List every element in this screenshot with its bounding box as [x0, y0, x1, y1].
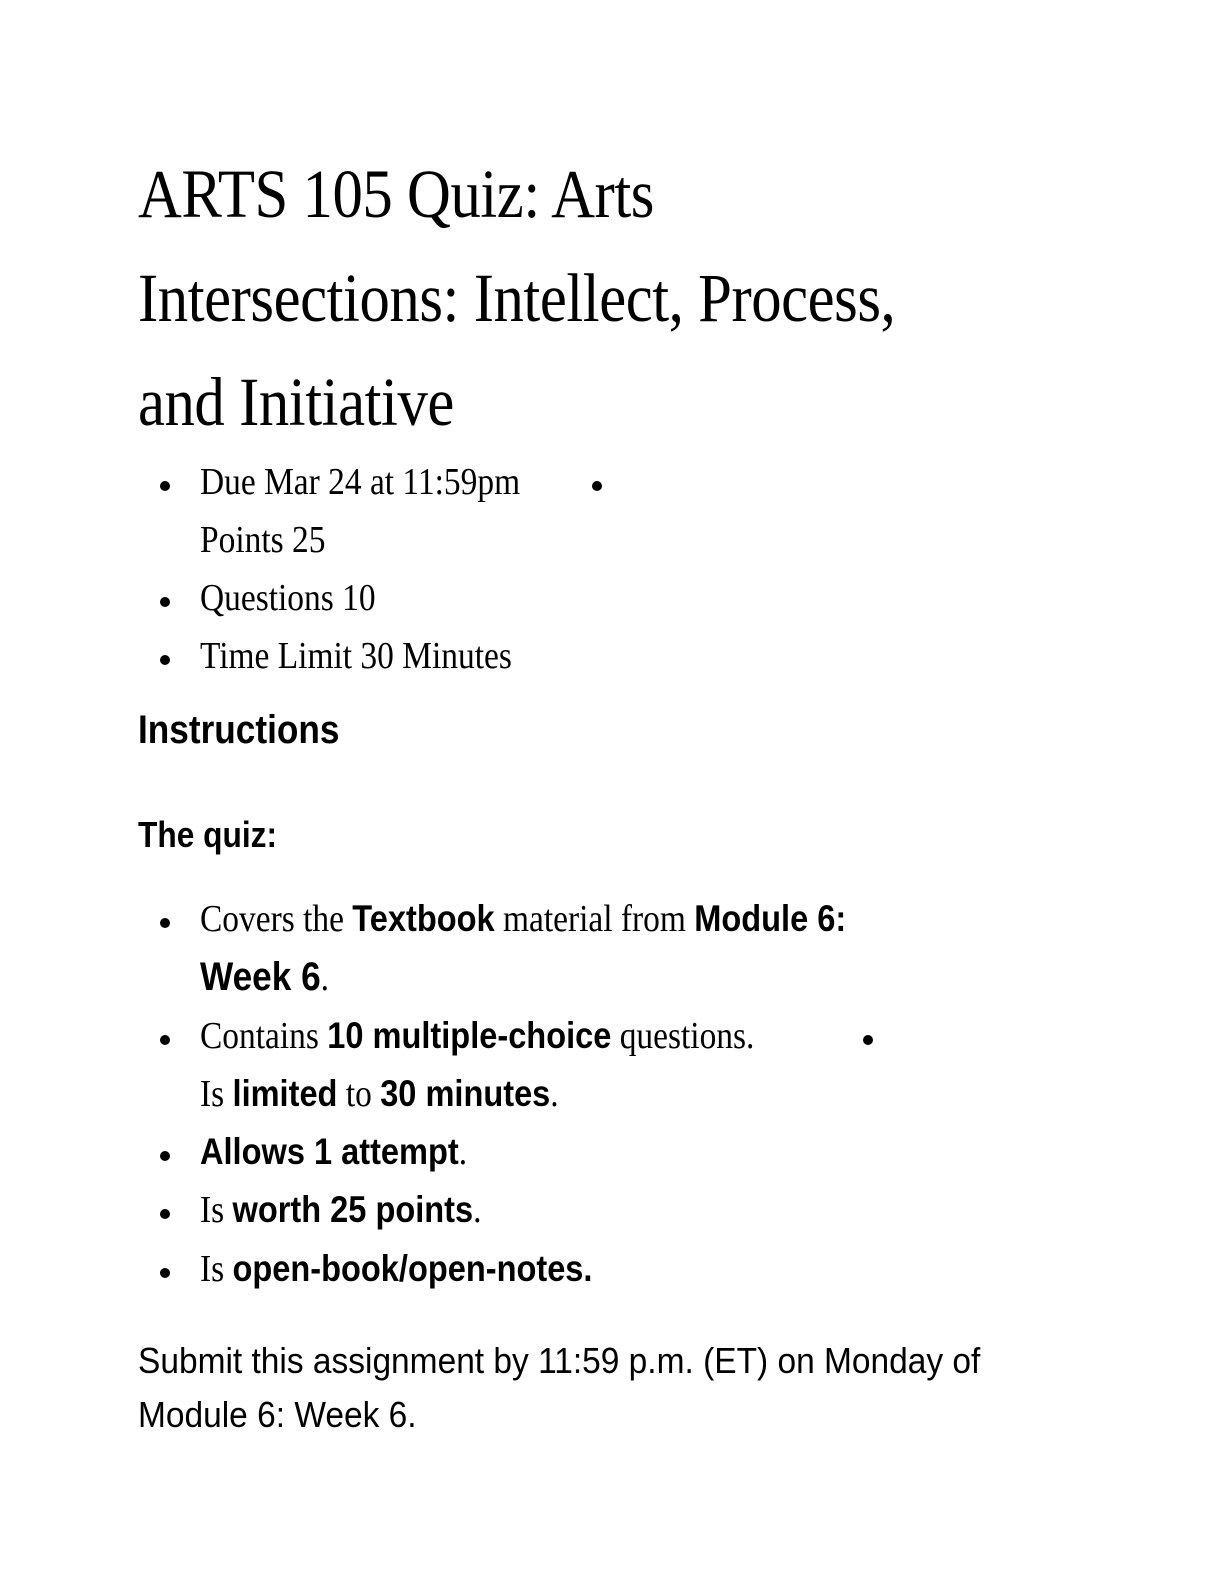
bullet-icon — [160, 918, 170, 928]
title-line-2: Intersections: Intellect, Process, — [138, 260, 896, 336]
submission-note — [138, 1334, 1068, 1442]
quiz-heading: The quiz: — [138, 814, 278, 855]
bullet-icon — [160, 597, 170, 607]
bullet-icon — [863, 1035, 873, 1045]
item-covers: Covers the Textbook material from Module 6: — [200, 898, 847, 940]
meta-due: Due Mar 24 at 11:59pm — [200, 461, 521, 503]
submission-note-line-1: Submit this assignment by 11:59 p.m. (ET) on Monday of — [138, 1340, 981, 1381]
title-line-3: and Initiative — [138, 364, 454, 440]
bullet-icon — [160, 1268, 170, 1278]
meta-points: Points 25 — [200, 519, 326, 561]
title-line-1: ARTS 105 Quiz: Arts — [138, 156, 654, 232]
bullet-icon — [160, 1151, 170, 1161]
bullet-icon — [592, 481, 602, 491]
submission-note-line-2: Module 6: Week 6. — [138, 1394, 417, 1435]
item-worth: Is worth 25 points. — [200, 1189, 482, 1231]
instructions-heading: Instructions — [138, 708, 340, 752]
meta-questions: Questions 10 — [200, 577, 376, 619]
item-covers-cont: Week 6. — [200, 955, 330, 999]
item-attempt: Allows 1 attempt. — [200, 1131, 468, 1173]
bullet-icon — [160, 481, 170, 491]
bullet-icon — [160, 655, 170, 665]
page-title — [138, 142, 1000, 454]
meta-time-limit: Time Limit 30 Minutes — [200, 635, 512, 677]
item-open-book: Is open-book/open-notes. — [200, 1248, 593, 1290]
bullet-icon — [160, 1209, 170, 1219]
bullet-icon — [160, 1035, 170, 1045]
item-contains: Contains 10 multiple-choice questions. — [200, 1015, 755, 1057]
item-limited: Is limited to 30 minutes. — [200, 1073, 559, 1115]
